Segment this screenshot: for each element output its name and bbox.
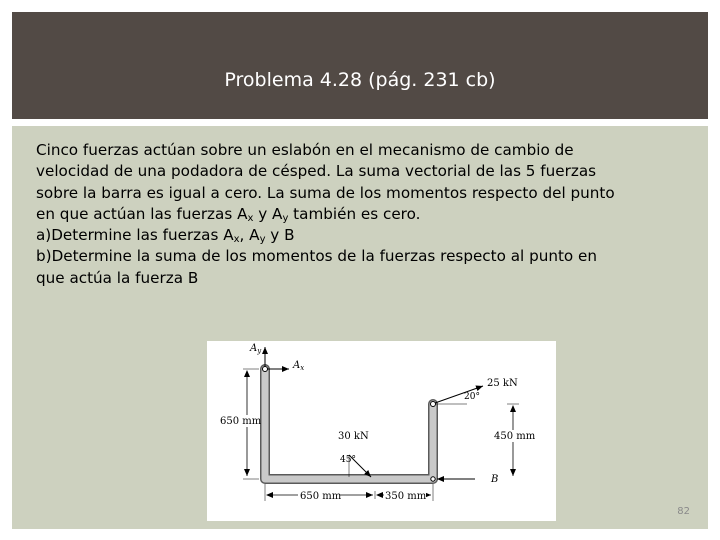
text-line-3: sobre la barra es igual a cero. La suma de los momentos respecto del punto <box>36 183 615 202</box>
mechanism-figure <box>207 341 556 521</box>
problem-statement <box>36 140 696 289</box>
label-450: 450 mm <box>494 431 536 442</box>
content-panel <box>12 126 708 529</box>
label-30kn: 30 kN <box>338 431 369 442</box>
page-number: 82 <box>677 506 690 517</box>
pin-b <box>431 477 435 481</box>
link-diagram <box>207 341 556 521</box>
label-20-deg: 20° <box>464 392 480 402</box>
subscript-y: y <box>259 234 266 246</box>
text-line-4-e: también es cero. <box>288 204 421 223</box>
text-line-5-e: y B <box>265 226 295 245</box>
title-bar <box>12 12 708 119</box>
label-b: B <box>491 474 499 485</box>
pin-a <box>263 367 268 372</box>
text-line-2: velocidad de una podadora de césped. La suma vectorial de las 5 fuerzas <box>36 162 597 181</box>
text-line-7: que actúa la fuerza B <box>36 268 199 287</box>
subscript-y: y <box>282 212 289 224</box>
subscript-x: x <box>247 212 254 224</box>
label-350: 350 mm <box>385 491 427 502</box>
text-line-6: b)Determine la suma de los momentos de la fuerzas respecto al punto en <box>36 247 598 266</box>
text-line-4 <box>36 204 696 225</box>
text-line-5 <box>36 225 696 246</box>
label-25kn: 25 kN <box>487 378 518 389</box>
text-line-4-a: en que actúan las fuerzas A <box>36 204 248 223</box>
slide-title: Problema 4.28 (pág. 231 cb) <box>224 69 496 91</box>
subscript-x: x <box>233 234 240 246</box>
label-ax: $A_x$ <box>293 360 305 372</box>
text-line-4-c: y A <box>253 204 283 223</box>
text-line-1: Cinco fuerzas actúan sobre un eslabón en el mecanismo de cambio de <box>36 141 574 159</box>
label-650-vertical: 650 mm <box>220 416 262 427</box>
label-650-horizontal: 650 mm <box>300 491 342 502</box>
text-line-5-a: a)Determine las fuerzas A <box>36 226 234 245</box>
pin-top-right <box>431 402 436 407</box>
text-line-5-c: , A <box>239 226 260 245</box>
label-45-deg: 45° <box>340 455 356 465</box>
label-ay: $A_y$ <box>250 343 262 355</box>
